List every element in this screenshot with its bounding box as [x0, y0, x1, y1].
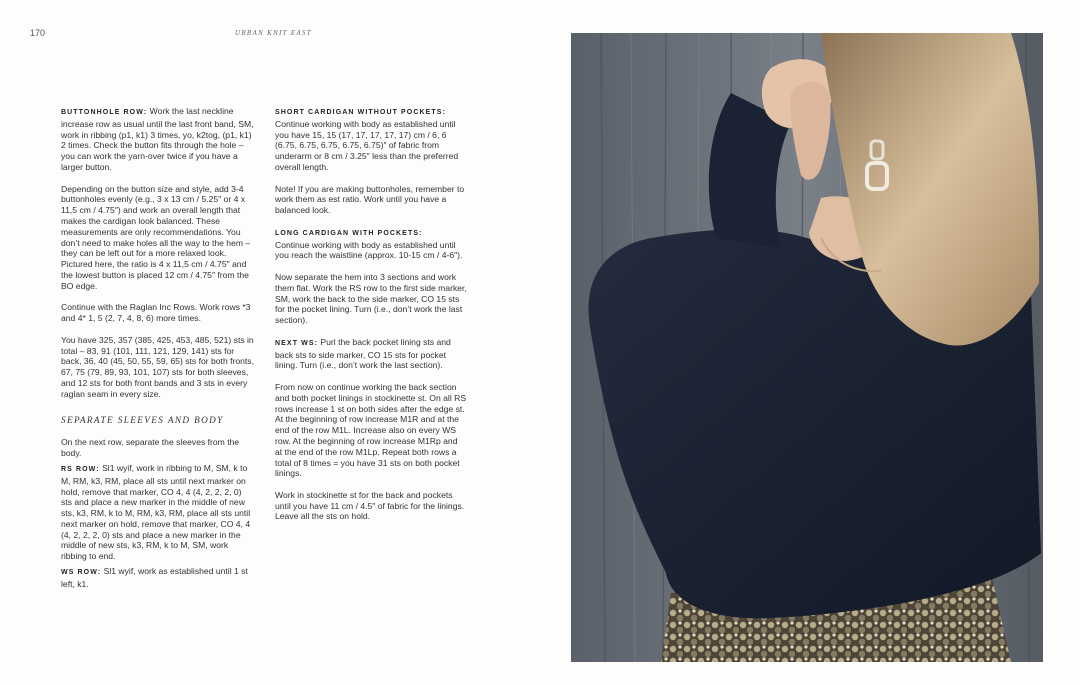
separate-hem-paragraph: Now separate the hem into 3 sections and work them flat. Work the RS row to the first side marker, SM, work the back to the side marker, CO 15 sts for the pocket lining. Turn (i.e., don’t work the last section).	[275, 271, 467, 326]
running-head: URBAN KNIT EAST	[235, 29, 312, 37]
next-ws-paragraph	[275, 337, 467, 371]
buttonhole-paragraph	[61, 106, 254, 173]
next-row-paragraph: On the next row, separate the sleeves from the body.	[61, 437, 240, 459]
note-paragraph: Note! If you are making buttonholes, remember to work them as est ratio. Work until you have a balanced look.	[275, 183, 465, 216]
ws-row-paragraph	[61, 566, 254, 590]
rs-row-text: Sl1 wyif, work in ribbing to M, SM, k to M, RM, k3, RM, place all sts until next marker on hold, remove that marker, CO 4, 4 (4, 2, 2, 2, 0) sts and place a new marker in the middle of new sts, k3, RM, k to M, RM, k3, RM, place all sts until next marker on hold, remove that marker, CO 4, 4 (4, 2, 2, 2, 0) sts and place a new marker in the middle of new sts, k3, RM, k to M, SM, work ribbing to end.	[61, 462, 251, 562]
pocket-lining-paragraph: From now on continue working the back section and both pocket linings in stockinette st. On all RS rows increase 1 st on both sides after the edge st. At the beginning of row increase M1R and at the end of the row M1L. Increase also on every WS row. At the beginning of row increase M1Rp and at the end of the row M1Lp. Repeat both rows a total of 8 times = you have 31 sts on both pocket linings.	[275, 381, 467, 479]
buttonhole-row-text: Work the last neckline increase row as usual until the last front band, SM, work in ribbing (p1, k1) 3 times, yo, k2tog, (p1, k1) 2 times. Check the button fits through the hole – you can work the yarn-over twice if you have a larger button.	[61, 106, 254, 172]
short-cardigan-text: Continue working with body as established until you have 15, 15 (17, 17, 17, 17, 17) cm / 6, 6 (6.75, 6.75, 6.75, 6.75, 6.75)″ of fabric from underarm or 8 cm / 3.25″ less than the preferred overall length.	[275, 118, 459, 172]
ws-row-text: Sl1 wyif, work as established until 1 st left, k1.	[61, 566, 248, 589]
ws-row-label: WS ROW:	[61, 569, 102, 577]
text-column-left	[61, 106, 254, 600]
model-photo	[571, 33, 1043, 662]
long-cardigan-text: Continue working with body as established until you reach the waistline (approx. 10-15 cm / 4-6″).	[275, 239, 463, 261]
text-column-right	[275, 106, 467, 533]
buttonhole-row-label: BUTTONHOLE ROW:	[61, 109, 148, 116]
stitch-count-paragraph: You have 325, 357 (385, 425, 453, 485, 521) sts in total – 83, 91 (101, 111, 121, 129, 141) sts for back, 36, 40 (45, 50, 55, 59, 65) sts for both fronts, 67, 75 (79, 89, 93, 101, 107) sts for both sleeves, and 12 sts for both front bands and 3 sts in every raglan seam in every size.	[61, 334, 254, 399]
continue-paragraph: Continue with the Raglan Inc Rows. Work rows *3 and 4* 1, 5 (2, 7, 4, 8, 6) more times.	[61, 302, 251, 324]
stockinette-paragraph: Work in stockinette st for the back and pockets until you have 11 cm / 4.5″ of fabric for the linings. Leave all the sts on hold.	[275, 489, 465, 522]
section-heading: SEPARATE SLEEVES AND BODY	[61, 414, 224, 425]
rs-row-paragraph	[61, 463, 254, 562]
long-cardigan-label: LONG CARDIGAN WITH POCKETS:	[275, 229, 423, 237]
next-ws-label: NEXT WS:	[275, 339, 319, 347]
short-cardigan-label: SHORT CARDIGAN WITHOUT POCKETS:	[275, 109, 446, 116]
page-number: 170	[30, 28, 46, 38]
rs-row-label: RS ROW:	[61, 465, 100, 473]
short-cardigan-paragraph	[275, 106, 467, 173]
depending-paragraph: Depending on the button size and style, add 3-4 buttonholes evenly (e.g., 3 x 13 cm / 5.25″ or 4 x 11,5 cm / 4.75″) and work an overall length that makes the cardigan look balanced. These measurements are only recommendations. You don’t need to make holes all the way to the hem – they can be left out for a more relaxed look. Pictured here, the ratio is 4 x 11,5 cm / 4.75″ and the lowest button is placed 12 cm / 4.75″ from the BO edge.	[61, 183, 251, 291]
model-photo-illustration	[571, 33, 1043, 662]
next-ws-text: Purl the back pocket lining sts and back sts to side marker, CO 15 sts for pocket lining. Turn (i.e., don’t work the last section).	[275, 336, 451, 371]
long-cardigan-paragraph	[275, 227, 467, 261]
